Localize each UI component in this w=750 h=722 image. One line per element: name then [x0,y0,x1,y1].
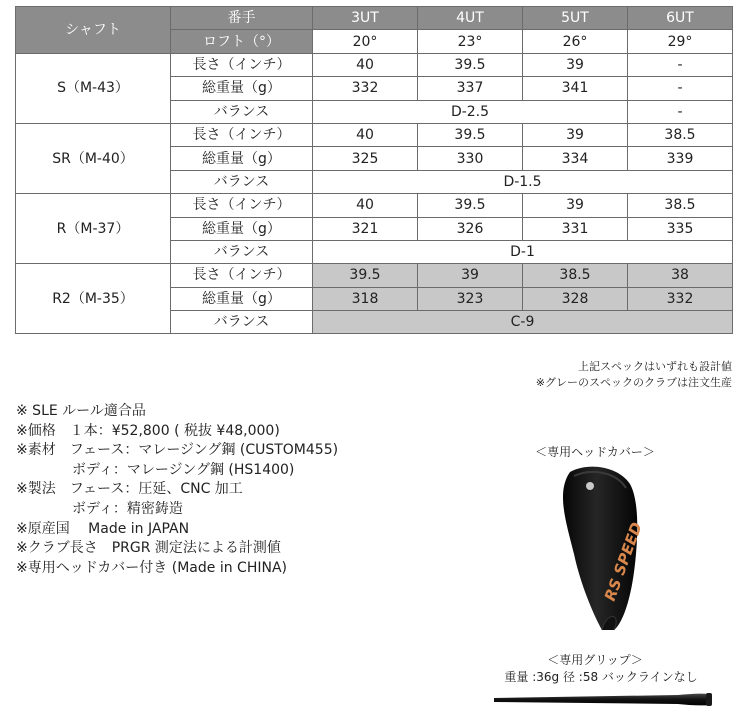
headcover-logo-text: RS SPEED [600,519,646,604]
info-line: ボディ：精密鋳造 [16,500,183,517]
shaft-header: シャフト [16,7,171,54]
length-cell: 39.5 [313,264,418,287]
info-line: ※ SLE ルール適合品 [16,403,146,419]
weight-cell: 339 [628,147,733,170]
info-line: ※製法 フェース：圧延、CNC 加工 [16,481,243,498]
loft-cell: 23° [418,30,523,53]
weight-cell: 337 [418,77,523,100]
weight-cell: 335 [628,217,733,240]
weight-cell: 323 [418,287,523,310]
length-cell: 38.5 [628,123,733,146]
length-cell: 38.5 [523,264,628,287]
note-gray-order: ※グレーのスペックのクラブは注文生産 [535,376,732,389]
weight-cell: - [628,77,733,100]
length-cell: - [628,53,733,76]
weight-cell: 326 [418,217,523,240]
balance-cell: - [628,100,733,123]
number-header: 番手 [171,7,313,30]
length-cell: 39.5 [418,194,523,217]
table-row [16,194,733,217]
table-header-row [16,7,733,30]
weight-cell: 334 [523,147,628,170]
loft-header: ロフト（°） [171,30,313,53]
spec-table [15,6,733,334]
row-label: バランス [171,311,313,334]
grip-image [488,690,728,710]
weight-cell: 331 [523,217,628,240]
weight-cell: 321 [313,217,418,240]
balance-cell: D-1 [313,240,733,263]
length-cell: 40 [313,123,418,146]
club-header: 3UT [313,7,418,30]
info-line: ※素材 フェース：マレージング鋼 (CUSTOM455) [16,442,339,459]
shaft-name: S（M-43） [16,53,171,123]
loft-cell: 20° [313,30,418,53]
length-cell: 39.5 [418,53,523,76]
row-label: 総重量（g） [171,77,313,100]
weight-cell: 325 [313,147,418,170]
shaft-name: SR（M-40） [16,123,171,193]
length-cell: 40 [313,53,418,76]
info-line: ボディ：マレージング鋼 (HS1400) [16,461,295,478]
balance-cell: C-9 [313,311,733,334]
length-cell: 39 [418,264,523,287]
row-label: 総重量（g） [171,287,313,310]
info-line: ※原産国 Made in JAPAN [16,520,190,537]
weight-cell: 318 [313,287,418,310]
table-row [16,53,733,76]
length-cell: 38 [628,264,733,287]
row-label: バランス [171,100,313,123]
weight-cell: 341 [523,77,628,100]
balance-cell: D-1.5 [313,170,733,193]
grip-spec: 重量 :36g 径 :58 バックラインなし [504,670,698,684]
length-cell: 39 [523,123,628,146]
row-label: 長さ（インチ） [171,123,313,146]
shaft-name: R2（M-35） [16,264,171,334]
headcover-image [530,462,660,632]
weight-cell: 332 [628,287,733,310]
row-label: 総重量（g） [171,217,313,240]
badge-icon [586,482,594,490]
table-row [16,264,733,287]
weight-cell: 332 [313,77,418,100]
length-cell: 39 [523,53,628,76]
club-header: 6UT [628,7,733,30]
row-label: バランス [171,240,313,263]
row-label: バランス [171,170,313,193]
weight-cell: 328 [523,287,628,310]
info-line: ※クラブ長さ PRGR 測定法による計測値 [16,540,281,557]
shaft-name: R（M-37） [16,194,171,264]
loft-cell: 26° [523,30,628,53]
note-design-values: 上記スペックはいずれも設計値 [578,360,732,373]
row-label: 長さ（インチ） [171,264,313,287]
length-cell: 40 [313,194,418,217]
grip-caption: ＜専用グリップ＞ [547,653,643,667]
headcover-caption: ＜専用ヘッドカバー＞ [535,445,655,459]
product-info [16,402,338,578]
row-label: 長さ（インチ） [171,194,313,217]
length-cell: 39.5 [418,123,523,146]
table-row [16,123,733,146]
loft-cell: 29° [628,30,733,53]
info-line: ※専用ヘッドカバー付き (Made in CHINA) [16,559,287,576]
info-line: ※価格 １本：¥52,800 ( 税抜 ¥48,000) [16,422,280,439]
weight-cell: 330 [418,147,523,170]
club-header: 4UT [418,7,523,30]
club-header: 5UT [523,7,628,30]
length-cell: 38.5 [628,194,733,217]
row-label: 総重量（g） [171,147,313,170]
balance-cell: D-2.5 [313,100,628,123]
length-cell: 39 [523,194,628,217]
row-label: 長さ（インチ） [171,53,313,76]
